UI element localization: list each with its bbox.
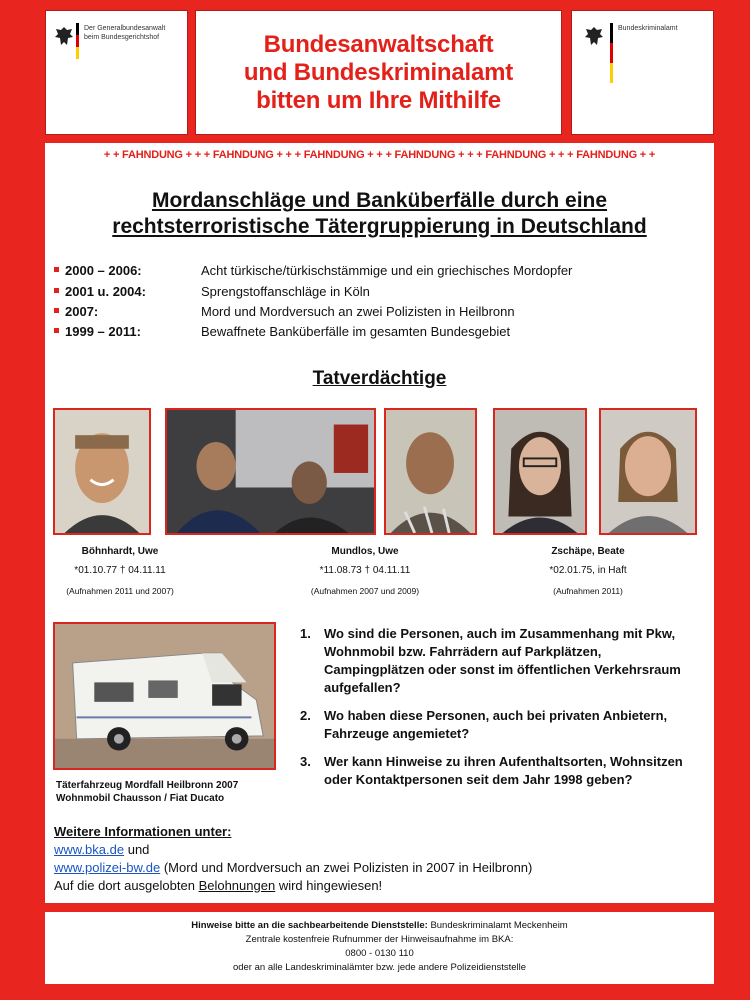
suspect-photo-note: (Aufnahmen 2011): [553, 586, 623, 596]
bullet-icon: [54, 308, 59, 313]
reward-link[interactable]: Belohnungen: [198, 878, 276, 893]
suspect-name: Böhnhardt, Uwe: [81, 546, 159, 557]
vehicle-caption: Täterfahrzeug Mordfall Heilbronn 2007 Wohnmobil Chausson / Fiat Ducato: [56, 780, 239, 804]
german-flag-stripe: [610, 23, 613, 83]
bullet-icon: [54, 328, 59, 333]
bka-link[interactable]: www.bka.de: [54, 842, 125, 857]
question-item: 1. Wo sind die Personen, auch im Zusammenhang mit Pkw, Wohnmobil bzw. Fahrrädern auf Parkplätzen, Campingplätzen oder sonst im öffentlichen Verkehrsraum aufgefallen?: [300, 626, 681, 695]
federal-eagle-icon: [584, 25, 604, 49]
suspect-photo-note: (Aufnahmen 2011 und 2007): [66, 586, 174, 596]
title-line-2: und Bundeskriminalamt: [243, 58, 514, 86]
right-org-box: [571, 10, 714, 135]
suspect-photo-mundlos: [384, 408, 477, 535]
suspect-name: Zschäpe, Beate: [551, 546, 625, 557]
more-info-heading: Weitere Informationen unter:: [54, 824, 232, 839]
bullet-icon: [54, 288, 59, 293]
german-flag-stripe: [76, 23, 79, 59]
title-line-3: bitten um Ihre Mithilfe: [256, 86, 501, 114]
federal-eagle-icon: [54, 25, 74, 49]
suspect-dates: *11.08.73 † 04.11.11: [319, 565, 411, 576]
suspect-name: Mundlos, Uwe: [331, 546, 399, 557]
suspect-photo-boehnhardt-mundlos: [165, 408, 376, 535]
title-box: [195, 10, 562, 135]
event-item: 2000 – 2006: Acht türkische/türkischstämmige und ein griechisches Mordopfer: [54, 262, 572, 280]
title-line-1: Bundesanwaltschaft: [263, 30, 494, 58]
event-item: 1999 – 2011: Bewaffnete Banküberfälle im gesamten Bundesgebiet: [54, 323, 510, 341]
event-item: 2007: Mord und Mordversuch an zwei Polizisten in Heilbronn: [54, 303, 515, 321]
suspects-heading: Tatverdächtige: [312, 368, 447, 389]
suspect-photo-zschaepe-2: [599, 408, 697, 535]
footer-box: Hinweise bitte an die sachbearbeitende Dienststelle: Bundeskriminalamt Meckenheim Zentrale kostenfreie Rufnummer der Hinweisaufnahme im BKA: 0800 - 0130 110 oder an alle Landeskriminalämter bzw. jede andere Polizeidienststelle: [45, 912, 714, 984]
suspect-dates: *01.10.77 † 04.11.11: [74, 565, 166, 576]
suspect-photo-note: (Aufnahmen 2007 und 2009): [310, 586, 420, 596]
headline: Mordanschläge und Banküberfälle durch eine rechtsterroristische Tätergruppierung in Deutschland: [112, 189, 647, 238]
suspect-photo-zschaepe-1: [493, 408, 587, 535]
suspect-photo-boehnhardt-1: [53, 408, 151, 535]
question-item: 2. Wo haben diese Personen, auch bei privaten Anbietern, Fahrzeuge angemietet?: [300, 708, 668, 741]
right-org-label: Bundeskriminalamt: [618, 25, 678, 32]
fahndung-banner: + + FAHNDUNG + + + FAHNDUNG + + + FAHNDUNG + + + FAHNDUNG + + + FAHNDUNG + + + FAHNDUNG + +: [103, 149, 656, 161]
more-info: Weitere Informationen unter: www.bka.de und www.polizei-bw.de (Mord und Mordversuch an zwei Polizisten in 2007 in Heilbronn) Auf die dort ausgelobten Belohnungen wird hingewiesen!: [54, 823, 704, 895]
left-org-box: [45, 10, 188, 135]
bullet-icon: [54, 267, 59, 272]
polizei-bw-link[interactable]: www.polizei-bw.de: [54, 860, 161, 875]
left-org-label: Der Generalbundesanwalt beim Bundesgerichtshof: [84, 25, 166, 41]
question-item: 3. Wer kann Hinweise zu ihren Aufenthaltsorten, Wohnsitzen oder Kontaktpersonen seit dem Jahr 1998 geben?: [300, 754, 683, 787]
suspect-dates: *02.01.75, in Haft: [549, 565, 627, 576]
vehicle-photo: [53, 622, 276, 770]
event-item: 2001 u. 2004: Sprengstoffanschläge in Köln: [54, 283, 370, 301]
